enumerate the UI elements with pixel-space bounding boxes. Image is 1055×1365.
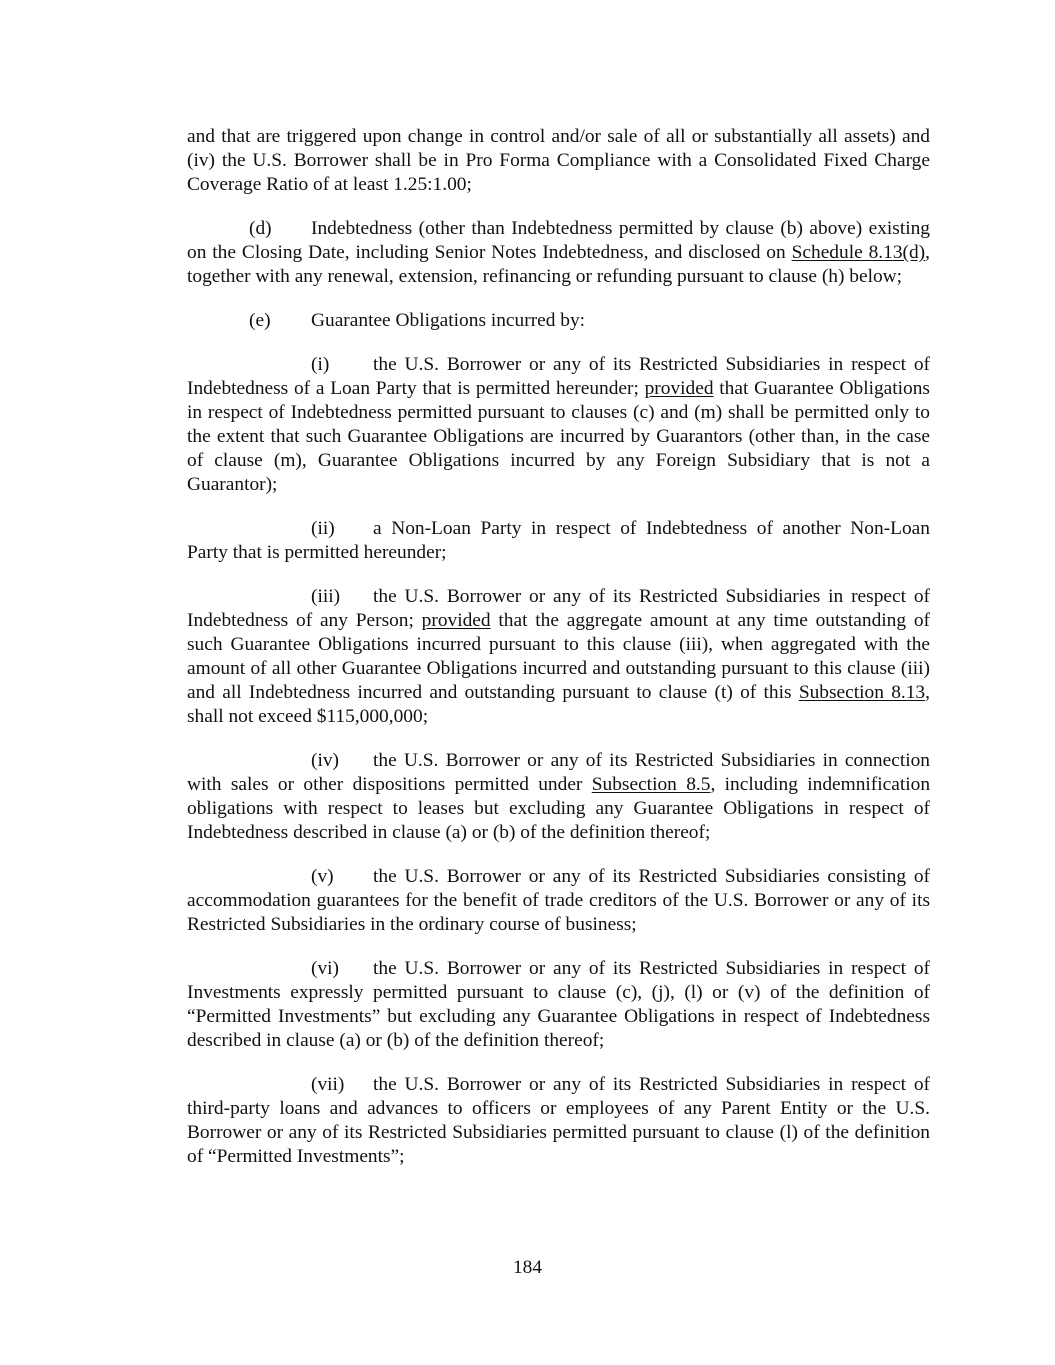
subclause-text: , shall not exceed $115,000,000; [187,682,930,727]
provided-term: provided [421,610,491,631]
subclause-label: (i) [311,354,330,375]
subclause-label: (iv) [311,750,339,771]
subclause-text: the U.S. Borrower or any of its Restricted Subsidiaries in respect of third-party loans and advances to officers or employees of any Parent Entity or the U.S. Borrower or any of its Restricted Subsidiaries permitted pursuant to clause (l) of the definition of “Permitted Investments”; [187,1074,930,1167]
subclause-e-iv [187,749,930,845]
subclause-text: the U.S. Borrower or any of its Restricted Subsidiaries consisting of accommodation guarantees for the benefit of trade creditors of the U.S. Borrower or any of its Restricted Subsidiaries in the ordinary course of business; [187,866,930,935]
paragraph-text: and that are triggered upon change in control and/or sale of all or substantially all assets) and (iv) the U.S. Borrower shall be in Pro Forma Compliance with a Consolidated Fixed Charge Coverage Ratio of at least 1.25:1.00; [187,126,930,195]
schedule-reference: Schedule 8.13(d) [791,242,926,263]
subsection-reference: Subsection 8.5 [591,774,711,795]
subclause-text: a Non-Loan Party in respect of Indebtedness of another Non-Loan Party that is permitted hereunder; [187,518,930,563]
subclause-text: the U.S. Borrower or any of its Restricted Subsidiaries in respect of Indebtedness of a Loan Party that is permitted hereunder; [187,354,930,399]
subclause-text: that the aggregate amount at any time outstanding of such Guarantee Obligations incurred pursuant to this clause (iii), when aggregated with the amount of all other Guarantee Obligations incurred and outstanding pursuant to this clause (iii) and all Indebtedness incurred and outstanding pursuant to clause (t) of this [187,610,930,703]
subclause-text: the U.S. Borrower or any of its Restricted Subsidiaries in respect of Indebtedness of any Person; [187,586,930,631]
subclause-e-v [187,865,930,937]
subclause-label: (vi) [311,958,339,979]
subclause-e-i [187,353,930,497]
document-body [187,125,930,1189]
paragraph-continuation [187,125,930,197]
clause-label: (d) [249,218,272,239]
subclause-text: the U.S. Borrower or any of its Restricted Subsidiaries in connection with sales or other dispositions permitted under [187,750,930,795]
subclause-label: (vii) [311,1074,345,1095]
provided-term: provided [644,378,714,399]
subclause-label: (ii) [311,518,335,539]
subclause-text: that Guarantee Obligations in respect of Indebtedness permitted pursuant to clauses (c) and (m) shall be permitted only to the extent that such Guarantee Obligations are incurred by Guarantors (other than, in the case of clause (m), Guarantee Obligations incurred by any Foreign Subsidiary that is not a Guarantor); [187,378,930,495]
page-number: 184 [512,1257,543,1278]
clause-text: Guarantee Obligations incurred by: [311,310,586,331]
clause-text: Indebtedness (other than Indebtedness permitted by clause (b) above) existing on the Closing Date, including Senior Notes Indebtedness, and disclosed on [187,218,930,263]
subclause-e-vii [187,1073,930,1169]
subclause-e-vi [187,957,930,1053]
subclause-label: (v) [311,866,334,887]
subclause-text: , including indemnification obligations with respect to leases but excluding any Guarantee Obligations in respect of Indebtedness described in clause (a) or (b) of the definition thereof; [187,774,931,843]
clause-label: (e) [249,310,271,331]
subclause-label: (iii) [311,586,341,607]
subclause-e-iii [187,585,930,729]
clause-text: , together with any renewal, extension, refinancing or refunding pursuant to clause (h) below; [187,242,930,287]
subclause-e-ii [187,517,930,565]
clause-e [187,309,930,333]
subclause-text: the U.S. Borrower or any of its Restricted Subsidiaries in respect of Investments expressly permitted pursuant to clause (c), (j), (l) or (v) of the definition of “Permitted Investments” but excluding any Guarantee Obligations in respect of Indebtedness described in clause (a) or (b) of the definition thereof; [187,958,930,1051]
subsection-reference: Subsection 8.13 [798,682,926,703]
clause-d [187,217,930,289]
